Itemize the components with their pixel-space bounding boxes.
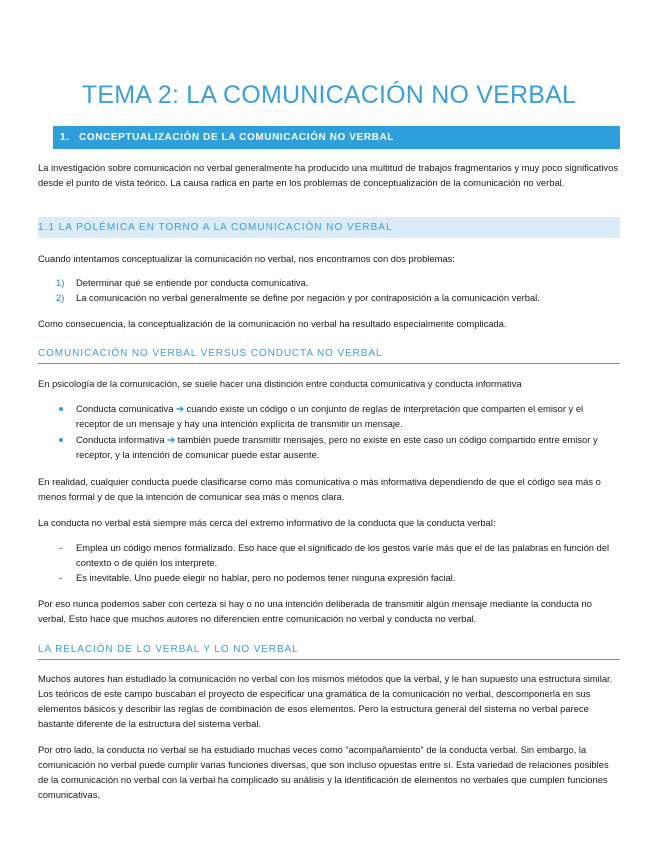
list-number: 2): [56, 292, 65, 303]
arrow-right-icon: ➔: [176, 403, 184, 414]
bullet-icon: [59, 438, 63, 442]
dash-marker: -: [59, 542, 63, 553]
bullet-text: también puede transmitir mensajes, pero no existe en este caso un código compartido entre emisor y receptor, y la intención de comunicar puede estar ausente.: [76, 434, 598, 460]
section-1-heading: [53, 126, 620, 149]
list-item-text: Emplea un código menos formalizado. Eso hace que el significado de los gestos varíe más que el de las palabras en función del contexto o de quién los interprete.: [76, 542, 610, 568]
versus-paragraph-2: En realidad, cualquier conducta puede clasificarse como más comunicativa o más informativa dependiendo de que el código sea más o menos formal y de que la intención de comunicar sea más o menos clara.: [38, 476, 601, 502]
versus-intro: En psicología de la comunicación, se suele hacer una distinción entre conducta comunicativa y conducta informativa: [38, 378, 522, 389]
versus-paragraph-3: La conducta no verbal está siempre más cerca del extremo informativo de la conducta que la conducta verbal:: [38, 517, 496, 528]
section-1-number: 1.: [60, 132, 70, 143]
bullet-text: cuando existe un código o un conjunto de reglas de interpretación que comparten el emisor y el receptor de un mensaje y hay una intención explícita de transmitir un mensaje.: [76, 403, 584, 429]
bullet-term: Conducta informativa: [76, 434, 165, 445]
bullet-list: [56, 401, 620, 462]
list-item: [56, 275, 620, 290]
bullet-term: Conducta comunicativa: [76, 403, 174, 414]
numbered-list: [56, 275, 620, 305]
bullet-icon: [59, 407, 63, 411]
relacion-paragraph-1: Muchos autores han estudiado la comunicación no verbal con los mismos métodos que la verbal, y le han supuesto una estructura similar. Los teóricos de este campo buscaban el proyecto de especificar una gramática de la comunicación no verbal, descomponerla en sus elementos básicos y describir las reglas de combinación de esos elementos. Pero la estructura general del sistema no verbal parece bastante diferente de la estructura del sistema verbal.: [38, 673, 613, 729]
section-1-1-intro: Cuando intentamos conceptualizar la comunicación no verbal, nos encontramos con dos problemas:: [38, 253, 455, 264]
section-1-1-conclusion: Como consecuencia, la conceptualización de la comunicación no verbal ha resultado especialmente complicada.: [38, 318, 507, 329]
versus-heading: COMUNICACIÓN NO VERBAL VERSUS CONDUCTA NO VERBAL: [38, 346, 620, 364]
list-item-text: Determinar qué se entiende por conducta comunicativa.: [76, 277, 309, 288]
list-item-text: La comunicación no verbal generalmente se define por negación y por contraposición a la comunicación verbal.: [76, 292, 540, 303]
relacion-paragraph-2: Por otro lado, la conducta no verbal se ha estudiado muchas veces como “acompañamiento” de la conducta verbal. Sin embargo, la comunicación no verbal puede cumplir varias funciones diversas, que son incluso opuestas entre sí. Esta variedad de relaciones posibles de la comunicación no verbal con la verbal ha complicado su análisis y la identificación de elementos no verbales que cumplen funciones comunicativas.: [38, 744, 609, 800]
page-title: TEMA 2: LA COMUNICACIÓN NO VERBAL: [81, 81, 577, 109]
list-item: [56, 401, 620, 431]
list-item: [56, 290, 620, 305]
section-1-heading-text: CONCEPTUALIZACIÓN DE LA COMUNICACIÓN NO VERBAL: [79, 132, 395, 143]
dash-list: [56, 540, 620, 585]
section-1-1-heading: 1.1 LA POLÉMICA EN TORNO A LA COMUNICACIÓN NO VERBAL: [38, 217, 620, 238]
list-item: [56, 540, 620, 570]
list-number: 1): [56, 277, 65, 288]
list-item-text: Es inevitable. Uno puede elegir no hablar, pero no podemos tener ninguna expresión facial.: [76, 572, 456, 583]
list-item: [56, 570, 620, 585]
list-item: [56, 432, 620, 462]
relacion-heading: LA RELACIÓN DE LO VERBAL Y LO NO VERBAL: [38, 642, 620, 660]
arrow-right-icon: ➔: [167, 434, 176, 445]
section-1-intro: La investigación sobre comunicación no verbal generalmente ha producido una multitud de trabajos fragmentarios y muy poco significativos desde el punto de vista teórico. La causa radica en parte en los problemas de conceptualización de la comunicación no verbal.: [38, 162, 619, 188]
versus-paragraph-4: Por eso nunca podemos saber con certeza si hay o no una intención deliberada de transmitir algún mensaje mediante la conducta no verbal, Esto hace que muchos autores no diferencien entre comunicación no verbal y conducta no verbal.: [38, 598, 592, 624]
dash-marker: -: [59, 572, 63, 583]
